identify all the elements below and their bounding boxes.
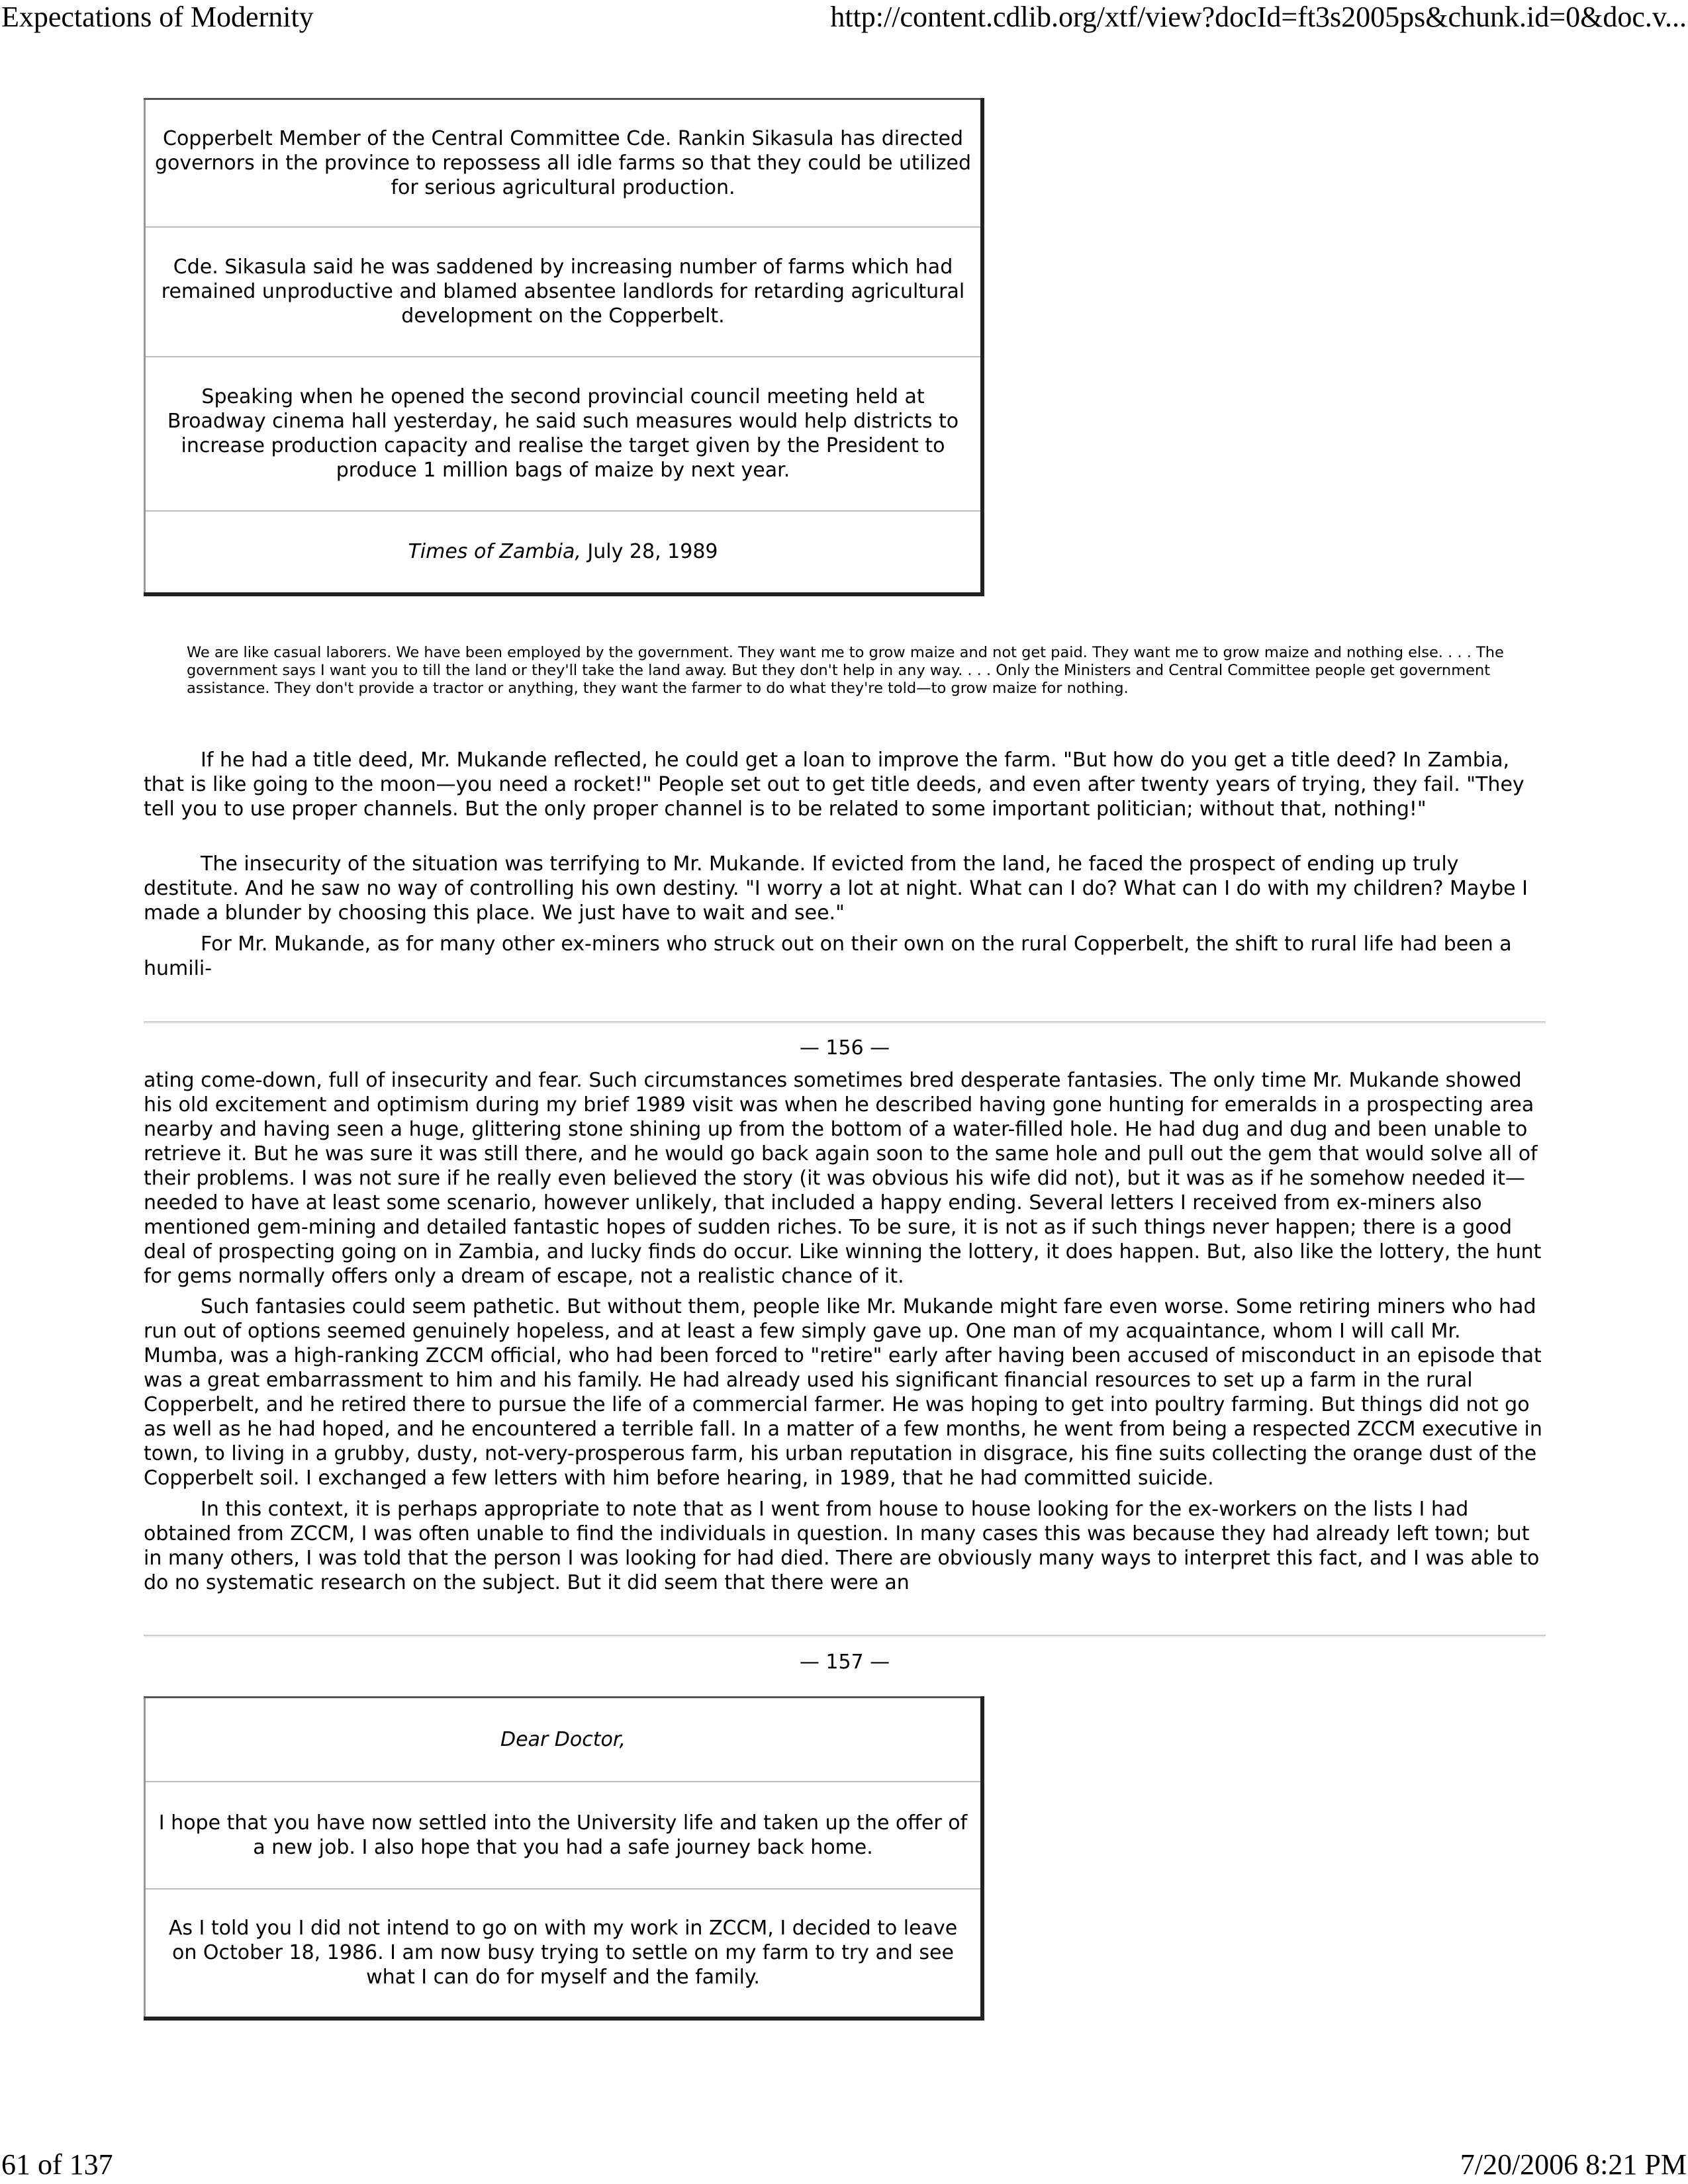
letter-row: As I told you I did not intend to go on with my work in ZCCM, I decided to leave on October 18, 1986. I am now busy trying to settle on my farm to try and see what I can do for myself and the family.: [168, 1917, 958, 1989]
letter-box: [144, 1696, 984, 2021]
body-paragraph: ating come-down, full of insecurity and fear. Such circumstances sometimes bred desperate fantasies. The only time Mr. Mukande showed his old excitement and optimism during my brief 1989 visit was when he described having gone hunting for emeralds in a prospecting area nearby and having seen a huge, glittering stone shining up from the bottom of a water-filled hole. He had dug and dug and been unable to retrieve it. But he was sure it was still there, and he would go back again soon to the same hole and pull out the gem that would solve all of their problems. I was not sure if he really even believed the story (it was obvious his wife did not), but it was as if he somehow needed it—needed to have at least some scenario, however unlikely, that included a happy ending. Several letters I received from ex-miners also mentioned gem-mining and detailed fantastic hopes of sudden riches. To be sure, it is not as if such things never happen; there is a good deal of prospecting going on in Zambia, and lucky finds do occur. Like winning the lottery, it does happen. But, also like the lottery, the hunt for gems normally offers only a dream of escape, not a realistic chance of it.: [144, 1069, 1542, 1288]
page-number-marker: — 157 —: [799, 1651, 890, 1674]
page-count: 61 of 137: [1, 2148, 113, 2181]
print-timestamp: 7/20/2006 8:21 PM: [1460, 2148, 1687, 2181]
quote-source: [145, 511, 983, 594]
document-url: http://content.cdlib.org/xtf/view?docId=ft3s2005ps&chunk.id=0&doc.v...: [830, 1, 1687, 33]
quote-row: Cde. Sikasula said he was saddened by increasing number of farms which had remained unproductive and blamed absentee landlords for retarding agricultural development on the Copperbelt.: [145, 227, 983, 357]
page-divider: [144, 1021, 1546, 1024]
quote-source-publication: Times of Zambia,: [408, 540, 581, 563]
body-paragraph: The insecurity of the situation was terrifying to Mr. Mukande. If evicted from the land, he faced the prospect of ending up truly destitute. And he saw no way of controlling his own destiny. "I worry a lot at night. What can I do? What can I do with my children? Maybe I made a blunder by choosing this place. We just have to wait and see.": [144, 852, 1528, 925]
document-title: Expectations of Modernity: [1, 1, 314, 33]
quote-row: Copperbelt Member of the Central Committee Cde. Rankin Sikasula has directed governors in the province to repossess all idle farms so that they could be utilized for serious agricultural production.: [145, 99, 983, 227]
body-paragraph: Such fantasies could seem pathetic. But without them, people like Mr. Mukande might fare even worse. Some retiring miners who had run out of options seemed genuinely hopeless, and at least a few simply gave up. One man of my acquaintance, whom I will call Mr. Mumba, was a high-ranking ZCCM official, who had been forced to "retire" early after having been accused of misconduct in an episode that was a great embarrassment to him and his family. He had already used his significant financial resources to set up a farm in the rural Copperbelt, and he retired there to pursue the life of a commercial farmer. He was hoping to get into poultry farming. But things did not go as well as he had hoped, and he encountered a terrible fall. In a matter of a few months, he went from being a respected ZCCM executive in town, to living in a grubby, dusty, not-very-prosperous farm, his urban reputation in disgrace, his fine suits collecting the orange dust of the Copperbelt soil. I exchanged a few letters with him before hearing, in 1989, that he had committed suicide.: [144, 1295, 1542, 1490]
letter-salutation: Dear Doctor,: [145, 1698, 983, 1782]
body-paragraph: If he had a title deed, Mr. Mukande reflected, he could get a loan to improve the farm. "But how do you get a title deed? In Zambia, that is like going to the moon—you need a rocket!" People set out to get title deeds, and even after twenty years of trying, they fail. "They tell you to use proper channels. But the only proper channel is to be related to some important politician; without that, nothing!": [144, 749, 1524, 821]
quote-source-date: July 28, 1989: [581, 540, 718, 563]
letter-row: I hope that you have now settled into the University life and taken up the offer of a new job. I also hope that you had a safe journey back home.: [145, 1782, 983, 1889]
quote-row: Speaking when he opened the second provincial council meeting held at Broadway cinema hall yesterday, he said such measures would help districts to increase production capacity and realise the target given by the President to produce 1 million bags of maize by next year.: [145, 357, 983, 511]
body-paragraph: For Mr. Mukande, as for many other ex-miners who struck out on their own on the rural Copperbelt, the shift to rural life had been a humili-: [144, 933, 1512, 980]
newspaper-quote-box: [144, 98, 984, 596]
body-paragraph: In this context, it is perhaps appropriate to note that as I went from house to house looking for the ex-workers on the lists I had obtained from ZCCM, I was often unable to find the individuals in question. In many cases this was because they had already left town; but in many others, I was told that the person I was looking for had died. There are obviously many ways to interpret this fact, and I was able to do no systematic research on the subject. But it did seem that there were an: [144, 1498, 1540, 1594]
page-number-marker: — 156 —: [799, 1036, 890, 1060]
farmer-block-quote: We are like casual laborers. We have been employed by the government. They want me to grow maize and not get paid. They want me to grow maize and nothing else. . . . The government says I want you to till the land or they'll take the land away. But they don't help in any way. . . . Only the Ministers and Central Committee people get government assistance. They don't provide a tractor or anything, they want the farmer to do what they're told—to grow maize for nothing.: [187, 644, 1504, 697]
page-divider: [144, 1635, 1546, 1637]
